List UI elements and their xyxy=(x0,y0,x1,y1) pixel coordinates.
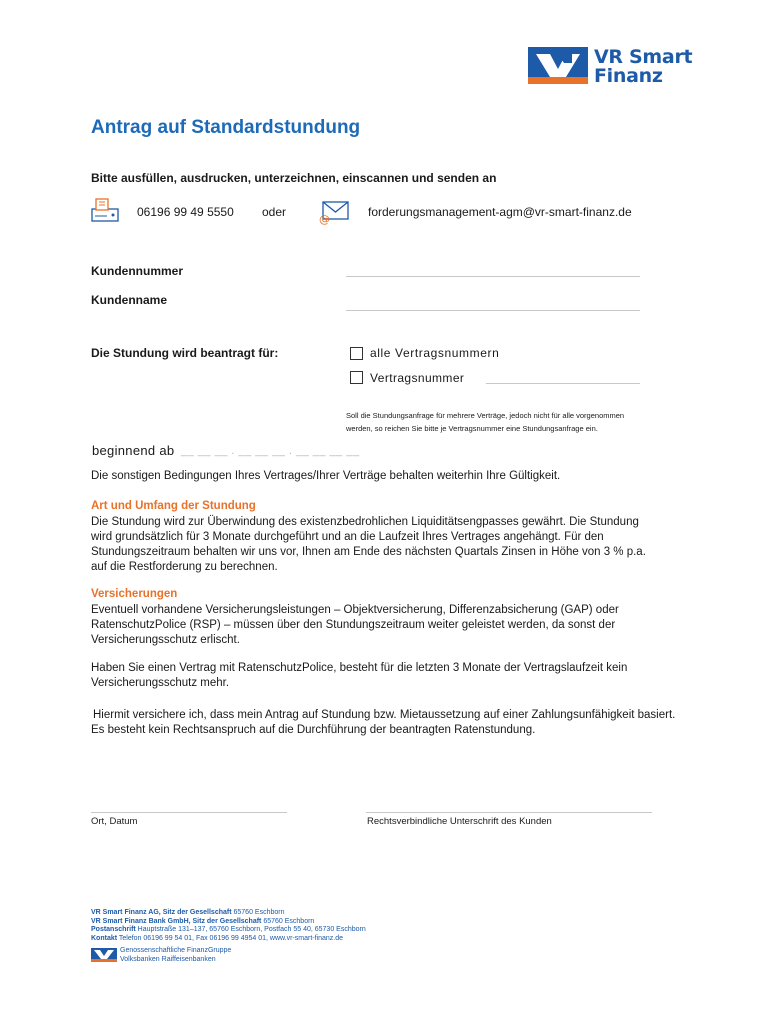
start-date-label: beginnend ab xyxy=(92,443,175,458)
signature-label: Rechtsverbindliche Unterschrift des Kunden xyxy=(367,816,552,827)
section-type-line: wird grundsätzlich für 3 Monate durchgeführt und an die Laufzeit Ihres Vertrages angehängt. Für den xyxy=(91,531,604,543)
place-date-label: Ort, Datum xyxy=(91,816,138,827)
fax-icon xyxy=(91,197,119,223)
start-date-field[interactable]: __ __ __ . __ __ __ . __ __ __ __ xyxy=(181,445,360,457)
footer-company-seat: 65760 Eschborn xyxy=(231,909,285,916)
all-contracts-checkbox[interactable] xyxy=(350,347,363,360)
footer-bank-seat: 65760 Eschborn xyxy=(261,917,315,925)
section-insurance-line: Eventuell vorhandene Versicherungsleistungen – Objektversicherung, Differenzabsicherung (GAP) oder xyxy=(91,604,619,616)
deferral-label: Die Stundung wird beantragt für: xyxy=(91,346,279,360)
footer-address xyxy=(91,909,366,943)
section-type-line: Die Stundung wird zur Überwindung des existenzbedrohlichen Liquiditätsengpasses gewährt. Die Stundung xyxy=(91,516,639,528)
declaration-text xyxy=(93,708,675,738)
section-insurance-body xyxy=(91,603,619,648)
all-contracts-label: alle Vertragsnummern xyxy=(370,346,500,360)
instruction-text: Bitte ausfüllen, ausdrucken, unterzeichnen, einscannen und senden an xyxy=(91,171,497,185)
footer-bank: VR Smart Finanz Bank GmbH, Sitz der Gesellschaft xyxy=(91,917,262,925)
footer-postal-label: Postanschrift xyxy=(91,926,136,933)
declaration-line: Es besteht kein Rechtsanspruch auf die Durchführung der beantragten Ratenstundung. xyxy=(91,724,536,736)
section-insurance-heading: Versicherungen xyxy=(91,588,178,600)
contract-number-label: Vertragsnummer xyxy=(370,371,465,385)
footer-postal-address: Hauptstraße 131–137, 65760 Eschborn, Postfach 55 40, 65730 Eschborn xyxy=(135,926,366,933)
footer-contact-details: Telefon 06196 99 54 01, Fax 06196 99 4954 01, www.vr-smart-finanz.de xyxy=(117,934,344,942)
contract-number-field[interactable] xyxy=(486,383,640,384)
vr-group-logo-icon xyxy=(91,948,117,962)
or-text: oder xyxy=(262,205,287,219)
group-line1: Genossenschaftliche FinanzGruppe xyxy=(120,947,232,954)
signature-field[interactable] xyxy=(366,812,652,813)
declaration-line: Hiermit versichere ich, dass mein Antrag auf Stundung bzw. Mietaussetzung auf einer Zahlungsunfähigkeit basiert. xyxy=(93,709,676,721)
ratenschutz-note xyxy=(91,661,627,691)
customer-name-field[interactable] xyxy=(346,310,640,311)
footer-company: VR Smart Finanz AG, Sitz der Gesellschaft xyxy=(91,909,232,916)
brand-name-line2: Finanz xyxy=(594,65,663,87)
section-type-heading: Art und Umfang der Stundung xyxy=(91,500,256,512)
group-line2: Volksbanken Raiffeisenbanken xyxy=(120,955,216,963)
contract-number-checkbox[interactable] xyxy=(350,371,363,384)
deferral-note-line1: Soll die Stundungsanfrage für mehrere Verträge, jedoch nicht für alle vorgenommen xyxy=(346,411,625,420)
conditions-text: Die sonstigen Bedingungen Ihres Vertrages/Ihrer Verträge behalten weiterhin Ihre Gültigkeit. xyxy=(91,470,561,482)
place-date-field[interactable] xyxy=(91,812,287,813)
svg-text:@: @ xyxy=(319,213,330,225)
footer-contact-label: Kontakt xyxy=(91,934,118,942)
ratenschutz-line: Haben Sie einen Vertrag mit RatenschutzPolice, besteht für die letzten 3 Monate der Vertragslaufzeit kein xyxy=(91,662,628,674)
customer-number-label: Kundennummer xyxy=(91,264,184,278)
section-type-line: auf die Restforderung zu berechnen. xyxy=(91,561,278,573)
section-insurance-line: Versicherungsschutz erlischt. xyxy=(91,634,240,646)
vr-logo-icon xyxy=(528,47,588,85)
customer-name-label: Kundenname xyxy=(91,293,168,307)
mail-icon xyxy=(318,201,350,225)
fax-number[interactable]: 06196 99 49 5550 xyxy=(137,205,234,219)
section-type-line: Stundungszeitraum behalten wir uns vor, Ihnen am Ende des nächsten Quartals Zinsen in Höhe von 3 % p.a. xyxy=(91,546,646,558)
section-type-body xyxy=(91,515,646,575)
brand-name-line1: VR Smart xyxy=(594,46,693,68)
customer-number-field[interactable] xyxy=(346,276,640,277)
page-title: Antrag auf Standardstundung xyxy=(91,117,361,138)
ratenschutz-line: Versicherungsschutz mehr. xyxy=(91,677,230,689)
email-address[interactable]: forderungsmanagement-agm@vr-smart-finanz.de xyxy=(368,205,632,219)
deferral-note-line2: werden, so reichen Sie bitte je Vertragsnummer eine Stundungsanfrage ein. xyxy=(346,424,598,433)
section-insurance-line: RatenschutzPolice (RSP) – müssen über den Stundungszeitraum weiter geleistet werden, da sonst der xyxy=(91,619,616,631)
brand-logo xyxy=(528,47,708,89)
